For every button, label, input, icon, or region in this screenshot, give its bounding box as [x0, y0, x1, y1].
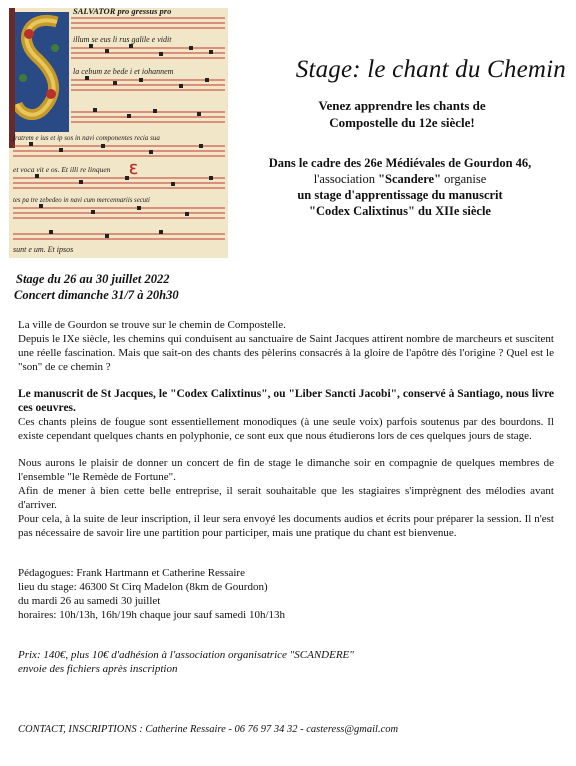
- paragraph: Afin de mener à bien cette belle entreprise, il serait souhaitable que les stagiaires s'imprègnent des mélodies avant d'arriver.: [18, 485, 554, 511]
- manuscript-image: [9, 8, 228, 258]
- info-line: horaires: 10h/13h, 16h/19h chaque jour sauf samedi 10h/13h: [18, 609, 286, 621]
- highlight-paragraph: Le manuscrit de St Jacques, le "Codex Calixtinus", ou "Liber Sancti Jacobi", conservé à Santiago, nous livre ces oeuvres.: [18, 388, 554, 414]
- ms-line: sunt e um. Et ipsos: [13, 245, 74, 254]
- context-block: [250, 155, 550, 219]
- price-line: envoie des fichiers après inscription: [18, 663, 178, 675]
- page-title: Stage: le chant du Chemin: [295, 56, 566, 83]
- paragraph: Nous aurons le plaisir de donner un concert de fin de stage le dimanche soir en compagnie de quelques membres de l'ensemble "le Remède de Fortune".: [18, 457, 554, 483]
- info-line: lieu du stage: 46300 St Cirq Madelon (8km de Gourdon): [18, 581, 268, 593]
- dates-block: [14, 271, 314, 303]
- context-line: "Codex Calixtinus" du XIIe siècle: [309, 204, 491, 218]
- association-name: "Scandere": [378, 172, 442, 186]
- ms-line: fratrem e ius et ip sos in navi componentes recia sua: [13, 134, 160, 142]
- paragraph: La ville de Gourdon se trouve sur le chemin de Compostelle.: [18, 319, 286, 331]
- subtitle: [252, 97, 552, 131]
- context-line: [250, 171, 550, 187]
- ms-line: illum se eus li rus galile e vidit: [73, 35, 172, 44]
- context-line: un stage d'apprentissage du manuscrit: [297, 188, 503, 202]
- paragraph: Ces chants pleins de fougue sont essentiellement monodiques (à une seule voix) parfois soutenus par des bourdons. Il existe cependant quelques chants en polyphonie, ce sont eux que nous étudierons lors de ces quelques jours de stage.: [18, 416, 554, 442]
- svg-text:ℇ: ℇ: [129, 163, 138, 178]
- context-text: organise: [441, 172, 487, 186]
- subtitle-line: Compostelle du 12e siècle!: [329, 115, 475, 130]
- price-line: Prix: 140€, plus 10€ d'adhésion à l'association organisatrice "SCANDERE": [18, 649, 354, 661]
- illuminated-initial: [9, 8, 69, 148]
- subtitle-line: Venez apprendre les chants de: [318, 98, 486, 113]
- info-line: Pédagogues: Frank Hartmann et Catherine Ressaire: [18, 567, 245, 579]
- ms-line: et voca vit e os. Et illi re linquen: [13, 165, 111, 174]
- ms-line: tes pa tre zebedeo in navi cum mercennariis secuti: [13, 197, 150, 204]
- ms-line: SALVATOR pro gressus pro: [73, 8, 172, 16]
- paragraph: Depuis le IXe siècle, les chemins qui conduisent au sanctuaire de Saint Jacques attirent nombre de marcheurs et suscitent une réelle fascination. Mais que sait-on des chants des pèlerins consacrés à la gloire de l'apôtre dès l'origine ? Quel est le "son" de ce chemin ?: [18, 333, 554, 373]
- info-line: du mardi 26 au samedi 30 juillet: [18, 595, 161, 607]
- contact-line: CONTACT, INSCRIPTIONS : Catherine Ressaire - 06 76 97 34 32 - casteress@gmail.com: [18, 724, 399, 735]
- paragraph: Pour cela, à la suite de leur inscription, il leur sera envoyé les documents audios et écrits pour préparer la session. Il n'est pas nécessaire de savoir lire une partition pour participer, mais une pratique du chant est bienvenue.: [18, 513, 554, 539]
- context-line: Dans le cadre des 26e Médiévales de Gourdon 46,: [268, 156, 532, 170]
- stage-dates: Stage du 26 au 30 juillet 2022: [16, 272, 170, 286]
- context-text: l'association: [313, 172, 379, 186]
- body-text: [18, 318, 554, 676]
- concert-date: Concert dimanche 31/7 à 20h30: [14, 288, 179, 302]
- ms-line: la cebum ze bede i et iohannem: [73, 67, 174, 76]
